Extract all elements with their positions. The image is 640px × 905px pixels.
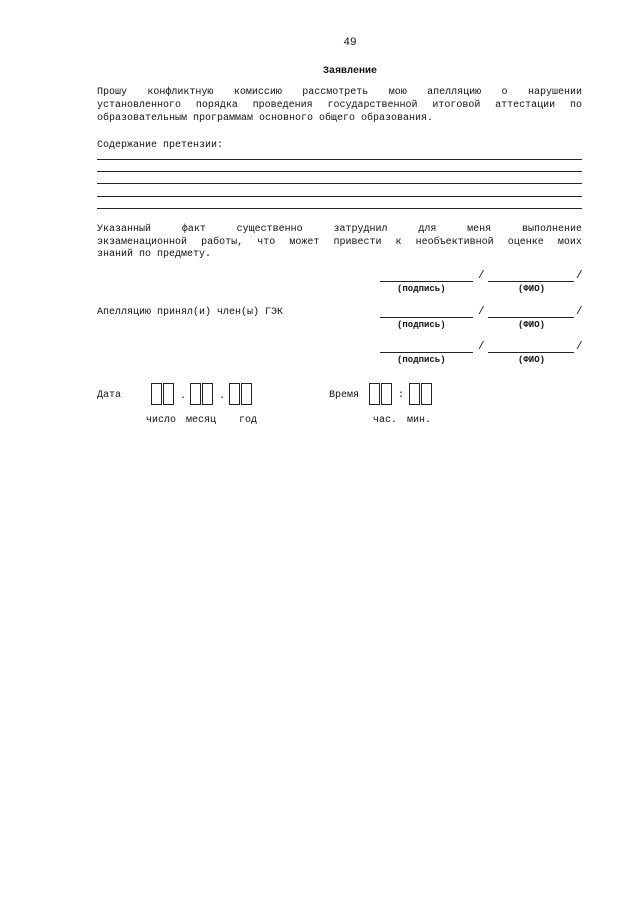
claim-line [97, 196, 582, 197]
word: Прошу [97, 87, 128, 98]
word: что [257, 237, 276, 248]
day-caption: число [146, 415, 177, 426]
signature-caption: (подпись) [397, 284, 446, 294]
time-minutes-digit-2[interactable] [421, 383, 432, 405]
paragraph-2-line-3: знаний по предмету. [97, 249, 212, 260]
date-month-digit-1[interactable] [190, 383, 201, 405]
word: факт [181, 224, 206, 235]
time-label: Время [329, 390, 360, 401]
name-caption: (ФИО) [518, 284, 546, 294]
word: затруднил [333, 224, 388, 235]
word: по [569, 100, 582, 111]
claims-label: Содержание претензии: [97, 140, 224, 151]
word: Указанный [97, 224, 152, 235]
signature-caption: (подпись) [397, 320, 446, 330]
word: о [501, 87, 508, 98]
accepted-by-label: Апелляцию принял(и) член(ы) ГЭК [97, 307, 284, 318]
word: оценке [507, 237, 544, 248]
word: меня [467, 224, 492, 235]
word: апелляцию [427, 87, 482, 98]
word: к [395, 237, 402, 248]
hours-caption: час. [373, 415, 398, 426]
word: привести [333, 237, 382, 248]
date-month-digit-2[interactable] [202, 383, 213, 405]
name-caption: (ФИО) [518, 355, 546, 365]
slash-separator: / [478, 270, 485, 282]
signature-line [380, 352, 473, 353]
paragraph-2-line-1 [97, 224, 582, 236]
signature-caption: (подпись) [397, 355, 446, 365]
date-day-digit-2[interactable] [163, 383, 174, 405]
word: комиссию [233, 87, 282, 98]
word: рассмотреть [302, 87, 369, 98]
name-line [488, 317, 574, 318]
date-year-digit-2[interactable] [241, 383, 252, 405]
slash-separator: / [576, 306, 583, 318]
name-line [488, 352, 574, 353]
slash-separator: / [478, 341, 485, 353]
time-hours-digit-2[interactable] [381, 383, 392, 405]
word: работы, [201, 237, 244, 248]
minutes-caption: мин. [407, 415, 432, 426]
paragraph-2-line-2 [97, 237, 582, 249]
slash-separator: / [576, 341, 583, 353]
word: может [289, 237, 320, 248]
word: экзаменационной [97, 237, 188, 248]
word: моих [557, 237, 582, 248]
date-separator: . [219, 391, 226, 402]
word: нарушении [527, 87, 582, 98]
signature-line [380, 317, 473, 318]
month-caption: месяц [186, 415, 217, 426]
time-hours-digit-1[interactable] [369, 383, 380, 405]
word: установленного [97, 100, 182, 111]
word: аттестации [495, 100, 556, 111]
word: мою [388, 87, 407, 98]
word: итоговой [432, 100, 481, 111]
word: порядка [195, 100, 238, 111]
slash-separator: / [478, 306, 485, 318]
claim-line [97, 159, 582, 160]
word: необъективной [415, 237, 494, 248]
form-title: Заявление [322, 66, 377, 77]
signature-line [380, 281, 473, 282]
word: государственной [327, 100, 418, 111]
time-minutes-digit-1[interactable] [409, 383, 420, 405]
claim-line [97, 183, 582, 184]
paragraph-1-line-1 [97, 87, 582, 99]
paragraph-1-line-3: образовательным программам основного общего образования. [97, 113, 434, 124]
name-caption: (ФИО) [518, 320, 546, 330]
word: конфликтную [147, 87, 214, 98]
name-line [488, 281, 574, 282]
date-label: Дата [97, 390, 122, 401]
word: для [418, 224, 437, 235]
time-separator: : [398, 390, 405, 401]
paragraph-1-line-2 [97, 100, 582, 112]
claim-line [97, 171, 582, 172]
slash-separator: / [576, 270, 583, 282]
word: проведения [252, 100, 313, 111]
word: выполнение [521, 224, 582, 235]
date-separator: . [180, 391, 187, 402]
page-number: 49 [343, 37, 357, 49]
year-caption: год [239, 415, 258, 426]
date-year-digit-1[interactable] [229, 383, 240, 405]
claim-line [97, 208, 582, 209]
date-day-digit-1[interactable] [151, 383, 162, 405]
word: существенно [236, 224, 303, 235]
